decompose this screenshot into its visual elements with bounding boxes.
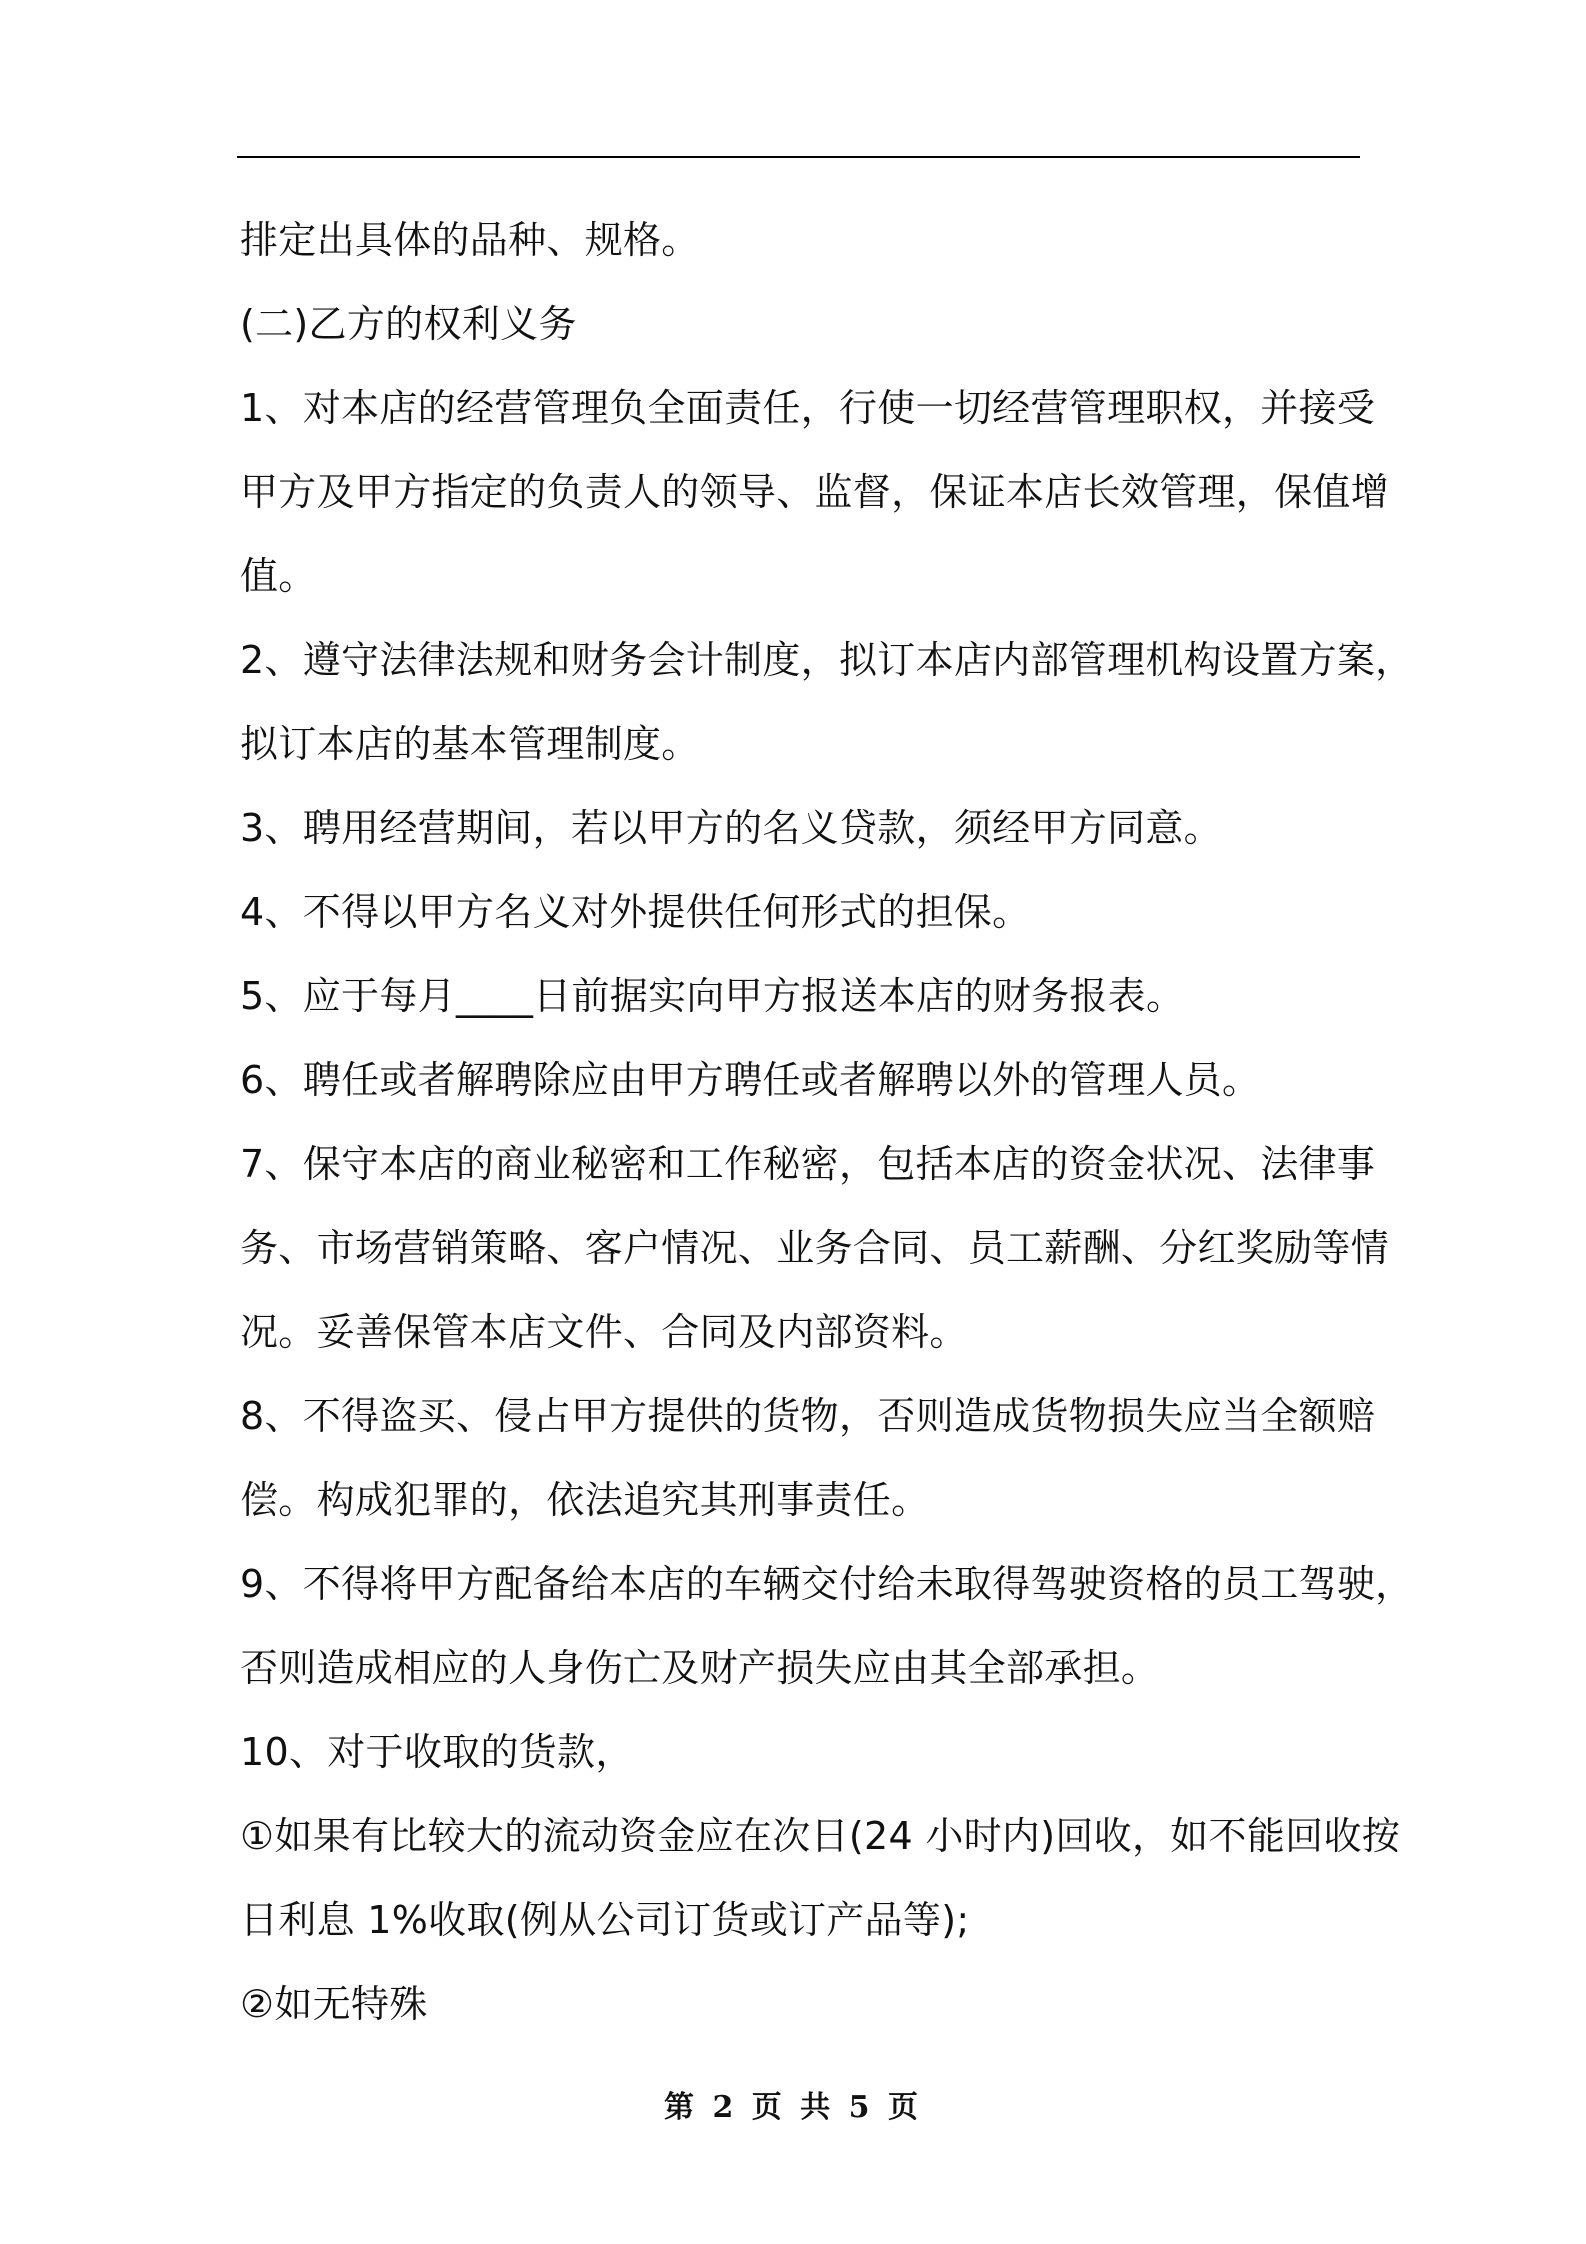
text-line: 值。	[240, 554, 317, 598]
text-line: 6、聘任或者解聘除应由甲方聘任或者解聘以外的管理人员。	[240, 1058, 1261, 1102]
section-heading: (二)乙方的权利义务	[240, 302, 577, 346]
text-line: 4、不得以甲方名义对外提供任何形式的担保。	[240, 890, 1031, 934]
text-line: 1、对本店的经营管理负全面责任，行使一切经营管理职权，并接受	[240, 386, 1376, 430]
text-line: 否则造成相应的人身伤亡及财产损失应由其全部承担。	[240, 1646, 1160, 1690]
text-line: 日利息 1%收取(例从公司订货或订产品等);	[240, 1898, 970, 1942]
text-line: 排定出具体的品种、规格。	[240, 218, 700, 262]
text-line: 5、应于每月____日前据实向甲方报送本店的财务报表。	[240, 974, 1185, 1018]
text-line: 务、市场营销策略、客户情况、业务合同、员工薪酬、分红奖励等情	[240, 1226, 1390, 1270]
text-line: 10、对于收取的货款，	[240, 1730, 634, 1774]
text-line: 甲方及甲方指定的负责人的领导、监督，保证本店长效管理，保值增	[240, 470, 1390, 514]
text-line: 2、遵守法律法规和财务会计制度，拟订本店内部管理机构设置方案，	[240, 638, 1414, 682]
text-line: ①如果有比较大的流动资金应在次日(24 小时内)回收，如不能回收按	[240, 1814, 1401, 1858]
text-line: 8、不得盗买、侵占甲方提供的货物，否则造成货物损失应当全额赔	[240, 1394, 1376, 1438]
page-number-footer: 第 2 页 共 5 页	[664, 2090, 922, 2125]
text-line: 3、聘用经营期间，若以甲方的名义贷款，须经甲方同意。	[240, 806, 1222, 850]
text-line: ②如无特殊	[240, 1982, 428, 2026]
text-line: 况。妥善保管本店文件、合同及内部资料。	[240, 1310, 968, 1354]
text-line: 偿。构成犯罪的，依法追究其刑事责任。	[240, 1478, 930, 1522]
text-line: 9、不得将甲方配备给本店的车辆交付给未取得驾驶资格的员工驾驶，	[240, 1562, 1414, 1606]
text-line: 7、保守本店的商业秘密和工作秘密，包括本店的资金状况、法律事	[240, 1142, 1376, 1186]
document-body	[240, 198, 1414, 2046]
text-line: 拟订本店的基本管理制度。	[240, 722, 700, 766]
header-rule	[237, 156, 1360, 158]
